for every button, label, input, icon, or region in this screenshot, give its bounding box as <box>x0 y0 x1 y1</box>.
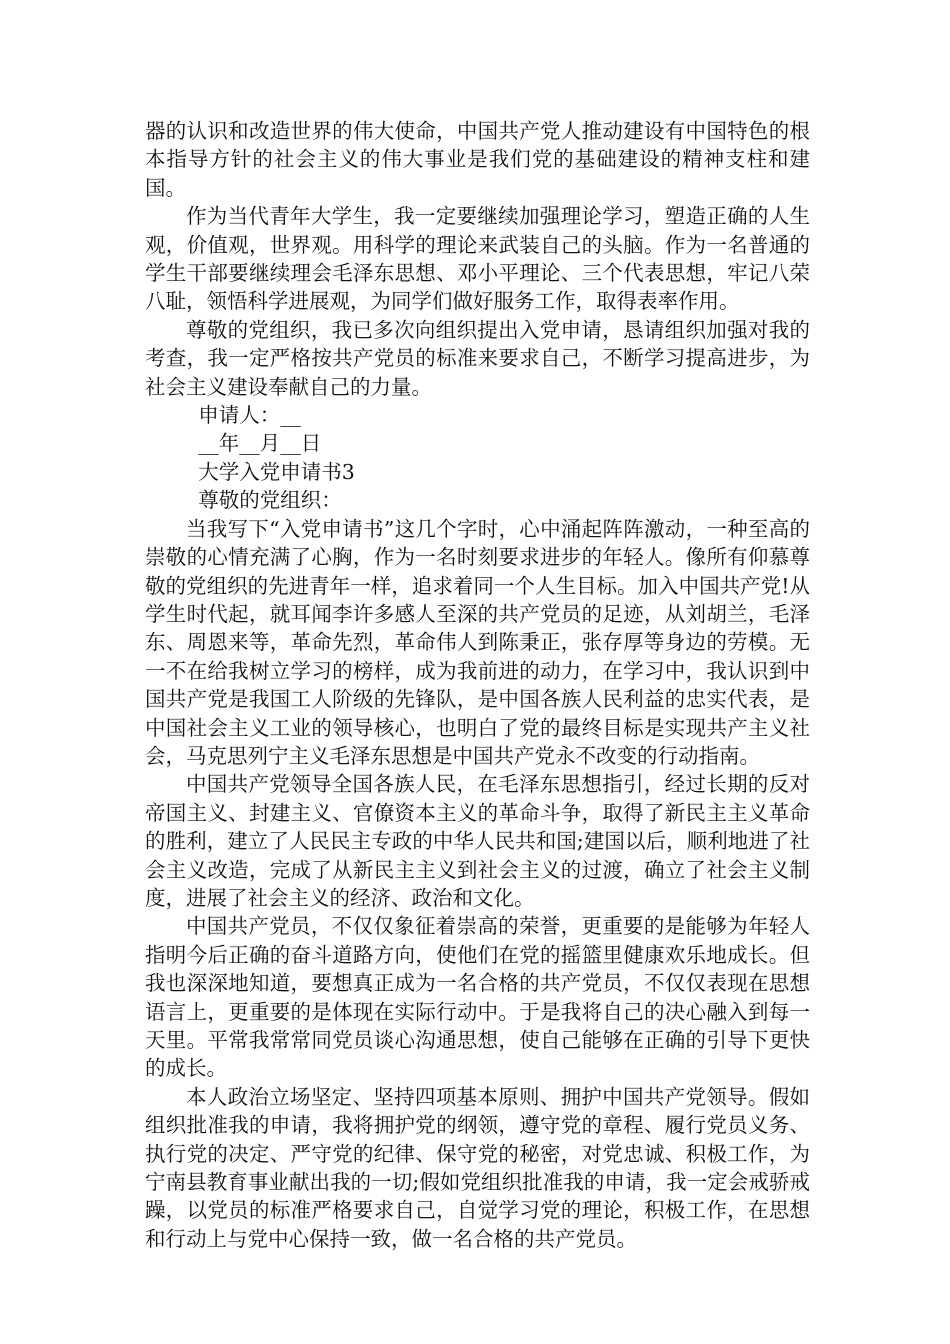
paragraph-writing-application: 当我写下“入党申请书”这几个字时，心中涌起阵阵激动，一种至高的崇敬的心情充满了心胸，作为一名时刻要求进步的年轻人。像所有仰慕尊敬的党组织的先进青年一样，追求着同一个人生目标。加入中国共产党!从学生时代起，就耳闻李许多感人至深的共产党员的足迹，从刘胡兰，毛泽东、周恩来等，革命先烈，革命伟人到陈秉正，张存厚等身边的劳模。无一不在给我树立学习的榜样，成为我前进的动力，在学习中，我认识到中国共产党是我国工人阶级的先锋队，是中国各族人民利益的忠实代表，是中国社会主义工业的领导核心，也明白了党的最终目标是实现共产主义社会，马克思列宁主义毛泽东思想是中国共产党永不改变的行动指南。 <box>145 516 810 768</box>
paragraph-political-stance: 本人政治立场坚定、坚持四项基本原则、拥护中国共产党领导。假如组织批准我的申请，我将拥护党的纲领，遵守党的章程、履行党员义务、执行党的决定、严守党的纪律、保守党的秘密，对党忠诚、积极工作，为宁南县教育事业献出我的一切;假如党组织批准我的申请，我一定会戒骄戒躁，以党员的标准严格要求自己，自觉学习党的理论，积极工作，在思想和行动上与党中心保持一致，做一名合格的共产党员。 <box>145 1084 810 1251</box>
applicant-line: 申请人：__ <box>198 403 301 428</box>
date-line: __年__月__日 <box>198 431 322 456</box>
paragraph-party-history: 中国共产党领导全国各族人民，在毛泽东思想指引，经过长期的反对帝国主义、封建主义、官僚资本主义的革命斗争，取得了新民主主义革命的胜利，建立了人民民主专政的中华人民共和国;建国以后，顺利地进了社会主义改造，完成了从新民主主义到社会主义的过渡，确立了社会主义制度，进展了社会主义的经济、政治和文化。 <box>145 772 810 910</box>
paragraph-party-member-meaning: 中国共产党员，不仅仅象征着崇高的荣誉，更重要的是能够为年轻人指明今后正确的奋斗道路方向，使他们在党的摇篮里健康欢乐地成长。但我也深深地知道，要想真正成为一名合格的共产党员，不仅仅表现在思想语言上，更重要的是体现在实际行动中。于是我将自己的决心融入到每一天里。平常我常常同党员谈心沟通思想，使自己能够在正确的引导下更快的成长。 <box>145 914 810 1081</box>
paragraph-request-examination: 尊敬的党组织，我已多次向组织提出入党申请，恳请组织加强对我的考查，我一定严格按共产党员的标准来要求自己，不断学习提高进步，为社会主义建设奉献自己的力量。 <box>145 317 810 399</box>
salutation: 尊敬的党组织： <box>198 488 342 513</box>
paragraph-study-theory: 作为当代青年大学生，我一定要继续加强理论学习，塑造正确的人生观，价值观，世界观。用科学的理论来武装自己的头脑。作为一名普通的学生干部要继续理会毛泽东思想、邓小平理论、三个代表思想，牢记八荣八耻，领悟科学进展观，为同学们做好服务工作，取得表率作用。 <box>145 204 810 314</box>
section-title: 大学入党申请书3 <box>198 459 355 484</box>
paragraph-continuation: 器的认识和改造世界的伟大使命，中国共产党人推动建设有中国特色的根本指导方针的社会主义的伟大事业是我们党的基础建设的精神支柱和建国。 <box>145 119 810 200</box>
document-page <box>145 117 810 1253</box>
